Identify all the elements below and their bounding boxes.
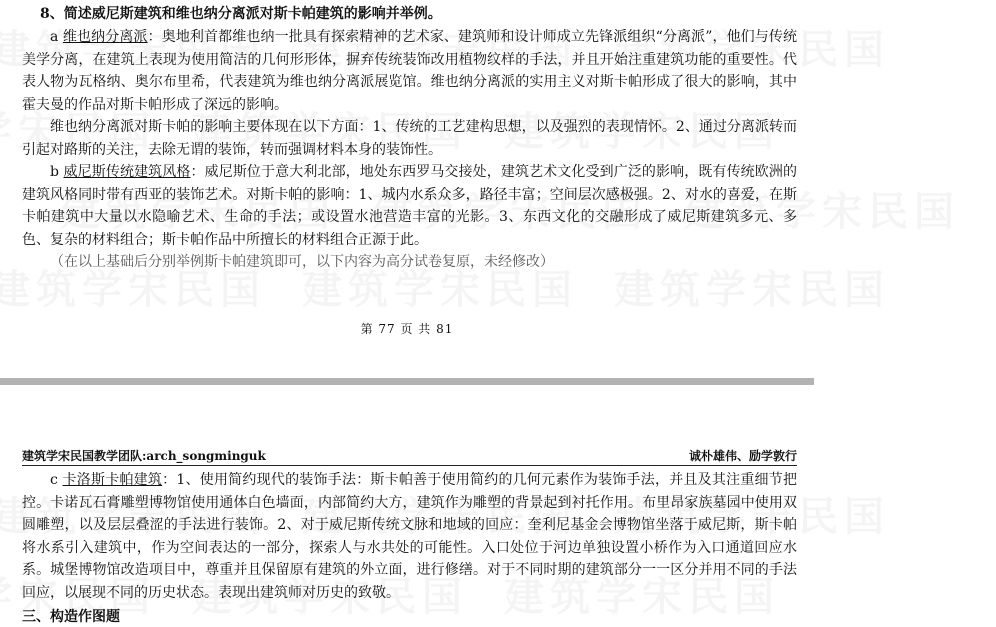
item-title: 维也纳分离派 <box>62 29 148 45</box>
document-page-1 <box>0 0 814 378</box>
item-marker: a <box>50 29 63 45</box>
item-marker: b <box>50 164 64 180</box>
item-text: ：1、使用简约现代的装饰手法：斯卡帕善于使用简约的几何元素作为装饰手法，并且及其注重细节把控。卡诺瓦石膏雕塑博物馆使用通体白色墙面，内部简约大方，建筑作为雕塑的背景起到衬托作用。布里昂家族墓园中使用双圆雕塑，以及层层叠涩的手法进行装饰。2、对于威尼斯传统文脉和地域的回应：奎利尼基金会博物馆坐落于威尼斯，斯卡帕将水系引入建筑中，作为空间表达的一部分，探索人与水共处的可能性。入口处位于河边单独设置小桥作为入口通道回应水系。城堡博物馆改造项目中，尊重并且保留原有建筑的外立面，进行修缮。对于不同时期的建筑部分一一区分并用不同的手法回应，以展现不同的历史状态。表现出建筑师对历史的致敬。 <box>22 472 798 601</box>
item-title: 威尼斯传统建筑风格 <box>63 164 191 180</box>
item-text: ：威尼斯位于意大利北部，地处东西罗马交接处，建筑艺术文化受到广泛的影响，既有传统欧洲的建筑风格同时带有西亚的装饰艺术。对斯卡帕的影响：1、城内水系众多，路径丰富；空间层次感极强。2、对水的喜爱，在斯卡帕建筑中大量以水隐喻艺术、生命的手法；或设置水池营造丰富的光影。3、东西文化的交融形成了威尼斯建筑多元、多色、复杂的材料组合；斯卡帕作品中所擅长的材料组合正源于此。 <box>22 164 798 248</box>
header-motto: 诚朴雄伟、励学敦行 <box>688 449 797 463</box>
paragraph-a <box>22 26 797 116</box>
paragraph-b <box>22 161 797 251</box>
question-heading: 8、简述威尼斯建筑和维也纳分离派对斯卡帕建筑的影响并举例。 <box>40 6 442 22</box>
section-heading-cut: 三、构造作图题 <box>22 609 120 625</box>
item-text: ：奥地利首都维也纳一批具有探索精神的艺术家、建筑师和设计师成立先锋派组织“分离派”，他们与传统美学分离，在建筑上表现为使用简洁的几何形形体，摒弃传统装饰改用植物纹样的手法，并且开始注重建筑功能的重要性。代表人物为瓦格纳、奥尔布里希，代表建筑为维也纳分离派展览馆。维也纳分离派的实用主义对斯卡帕形成了很大的影响，其中霍夫曼的作品对斯卡帕形成了深远的影响。 <box>22 29 798 113</box>
page-header <box>22 447 797 466</box>
paragraph-c <box>22 469 797 604</box>
header-team-label: 建筑学宋民国教学团队:arch_songminguk <box>22 449 266 463</box>
page-separator <box>0 378 814 385</box>
paragraph-a-influence: 维也纳分离派对斯卡帕的影响主要体现在以下方面：1、传统的工艺建构思想，以及强烈的表现情怀。2、通过分离派转而引起对路斯的关注，去除无谓的装饰，转而强调材料本身的装饰性。 <box>22 119 797 158</box>
document-page-2 <box>0 385 814 625</box>
answer-body <box>22 26 797 274</box>
answer-body-continued <box>22 469 797 604</box>
note-text: （在以上基础后分别举例斯卡帕建筑即可，以下内容为高分试卷复原，未经修改） <box>50 254 554 270</box>
page-footer: 第 77 页 共 81 <box>360 322 454 336</box>
item-title: 卡洛斯卡帕建筑 <box>62 472 163 488</box>
item-marker: c <box>50 472 63 488</box>
